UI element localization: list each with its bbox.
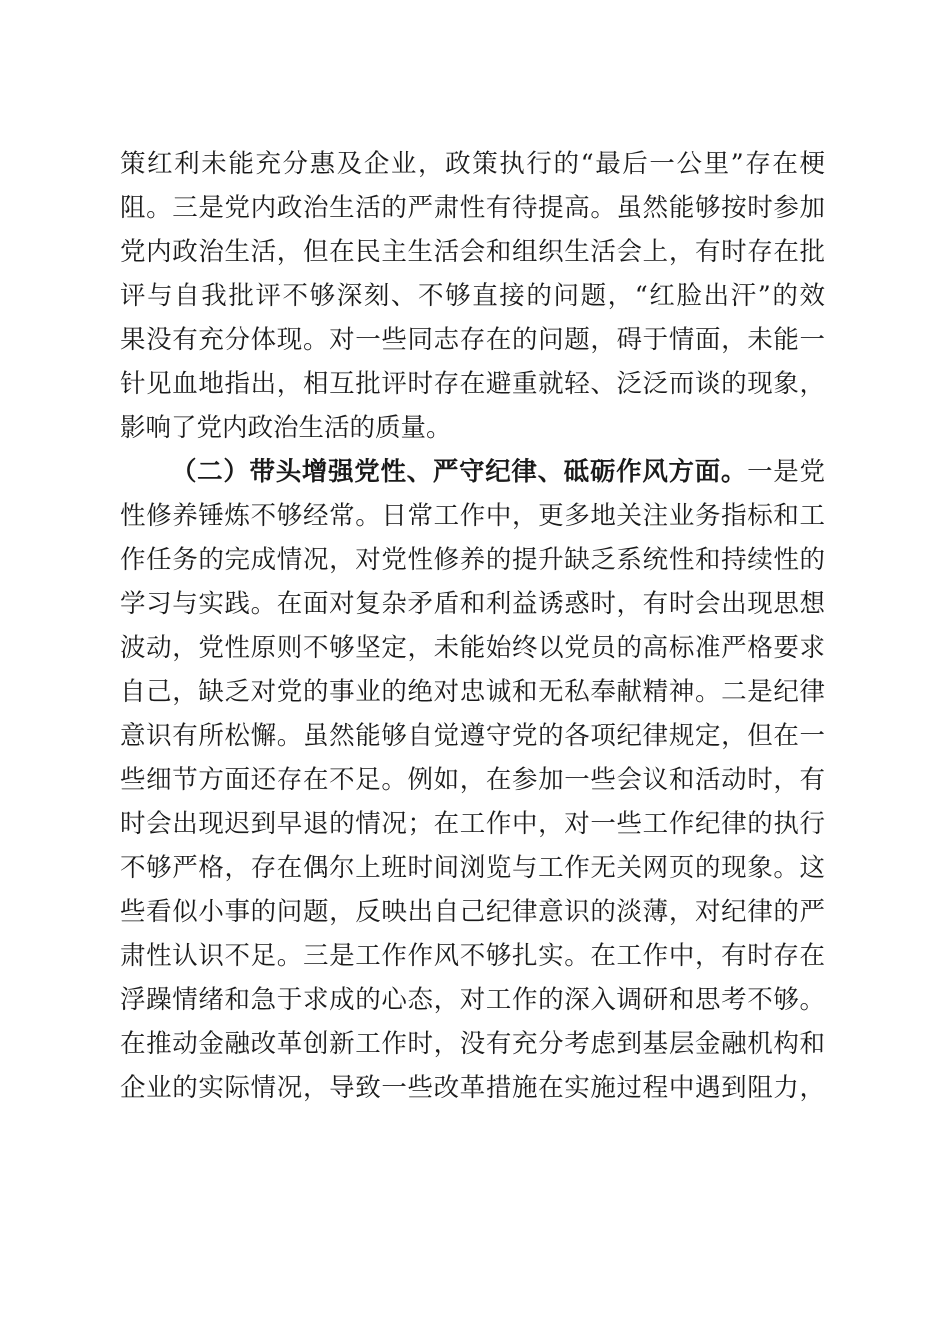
paragraph-2-line-15: 企业的实际情况，导致一些改革措施在实施过程中遇到阻力， [120, 1073, 825, 1103]
paragraph-2-line-9: 时会出现迟到早退的情况；在工作中，对一些工作纪律的执行 [120, 809, 825, 839]
section-heading: （二）带头增强党性、严守纪律、砥砺作风方面。 [171, 457, 748, 487]
paragraph-2 [120, 450, 825, 1110]
paragraph-2-line-14: 在推动金融改革创新工作时，没有充分考虑到基层金融机构和 [120, 1029, 825, 1059]
paragraph-1-line-4: 评与自我批评不够深刻、不够直接的问题，“红脸出汗”的效 [120, 281, 825, 311]
paragraph-2-line-3: 作任务的完成情况，对党性修养的提升缺乏系统性和持续性的 [120, 545, 825, 575]
paragraph-1-line-2: 阻。三是党内政治生活的严肃性有待提高。虽然能够按时参加 [120, 193, 825, 223]
paragraph-1 [120, 142, 825, 450]
paragraph-2-line-10: 不够严格，存在偶尔上班时间浏览与工作无关网页的现象。这 [120, 853, 825, 883]
paragraph-2-line-4: 学习与实践。在面对复杂矛盾和利益诱惑时，有时会出现思想 [120, 589, 825, 619]
paragraph-2-line-2: 性修养锤炼不够经常。日常工作中，更多地关注业务指标和工 [120, 501, 825, 531]
paragraph-2-line-8: 些细节方面还存在不足。例如，在参加一些会议和活动时，有 [120, 765, 825, 795]
paragraph-2-line-1-rest: 一是党 [747, 457, 825, 487]
paragraph-1-line-6: 针见血地指出，相互批评时存在避重就轻、泛泛而谈的现象， [120, 369, 825, 399]
document-body [120, 142, 825, 1110]
paragraph-1-line-1: 策红利未能充分惠及企业，政策执行的“最后一公里”存在梗 [120, 149, 825, 179]
paragraph-1-line-3: 党内政治生活，但在民主生活会和组织生活会上，有时存在批 [120, 237, 825, 267]
paragraph-2-line-11: 些看似小事的问题，反映出自己纪律意识的淡薄，对纪律的严 [120, 897, 825, 927]
paragraph-1-line-7: 影响了党内政治生活的质量。 [120, 413, 452, 443]
paragraph-2-line-13: 浮躁情绪和急于求成的心态，对工作的深入调研和思考不够。 [120, 985, 825, 1015]
paragraph-2-line-7: 意识有所松懈。虽然能够自觉遵守党的各项纪律规定，但在一 [120, 721, 825, 751]
paragraph-2-line-12: 肃性认识不足。三是工作作风不够扎实。在工作中，有时存在 [120, 941, 825, 971]
paragraph-2-line-5: 波动，党性原则不够坚定，未能始终以党员的高标准严格要求 [120, 633, 825, 663]
paragraph-2-line-1 [120, 450, 825, 494]
paragraph-2-line-6: 自己，缺乏对党的事业的绝对忠诚和无私奉献精神。二是纪律 [120, 677, 825, 707]
paragraph-1-line-5: 果没有充分体现。对一些同志存在的问题，碍于情面，未能一 [120, 325, 825, 355]
